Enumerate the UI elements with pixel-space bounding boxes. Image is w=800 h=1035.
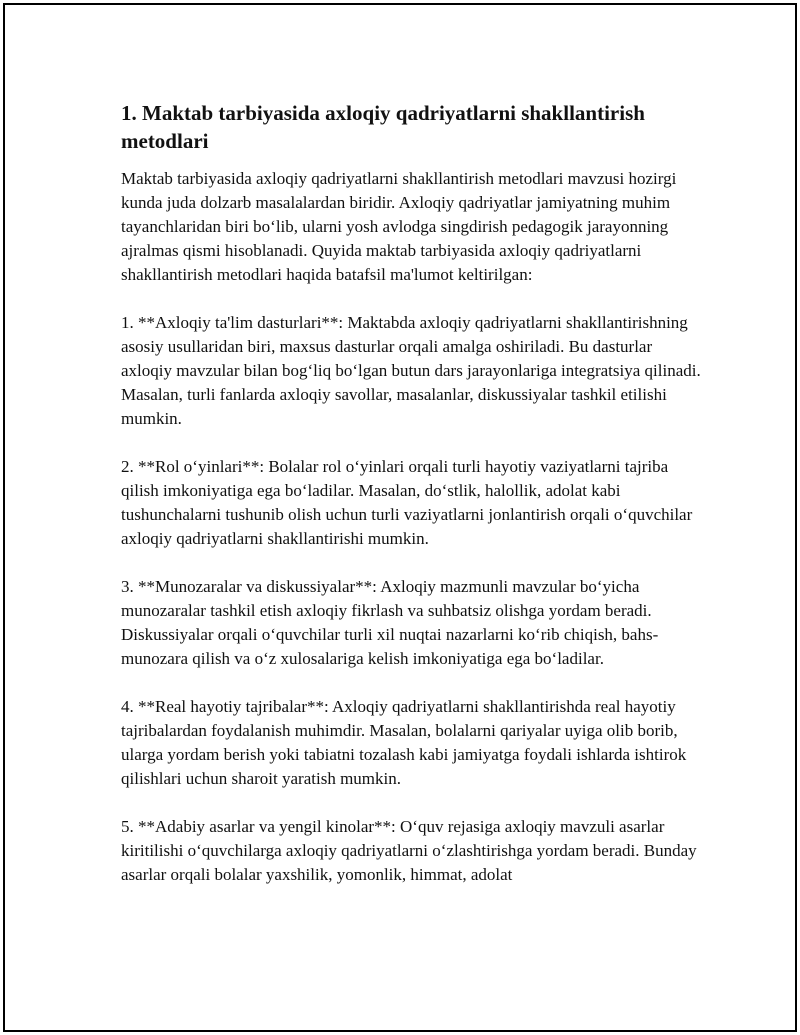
paragraph-role-play: 2. **Rol o‘yinlari**: Bolalar rol o‘yinlari orqali turli hayotiy vaziyatlarni tajriba qilish imkoniyatiga ega bo‘ladilar. Masalan, do‘stlik, halollik, adolat kabi tushunchalarni tushunib olish uchun turli vaziyatlarni jonlantirish orqali o‘quvchilar axloqiy qadriyatlarni shakllantirishi mumkin. — [121, 457, 693, 548]
document-page — [3, 3, 797, 1032]
intro-paragraph: Maktab tarbiyasida axloqiy qadriyatlarni shakllantirish metodlari mavzusi hozirgi kunda juda dolzarb masalalardan biridir. Axloqiy qadriyatlar jamiyatning muhim tayanchlaridan biri bo‘lib, ularni yosh avlodga singdirish pedagogik jarayonning ajralmas qismi hisoblanadi. Quyida maktab tarbiyasida axloqiy qadriyatlarni shakllantirish metodlari haqida batafsil ma'lumot keltirilgan: — [121, 169, 677, 284]
document-heading: 1. Maktab tarbiyasida axloqiy qadriyatlarni shakllantirish metodlari — [121, 101, 645, 153]
paragraph-ethics-programs: 1. **Axloqiy ta'lim dasturlari**: Maktabda axloqiy qadriyatlarni shakllantirishning asosiy usullaridan biri, maxsus dasturlar orqali amalga oshiriladi. Bu dasturlar axloqiy mavzular bilan bog‘liq bo‘lgan butun dars jarayonlariga integratsiya qilinadi. Masalan, turli fanlarda axloqiy savollar, masalanlar, diskussiyalar tashkil etilishi mumkin. — [121, 313, 701, 428]
paragraph-real-life: 4. **Real hayotiy tajribalar**: Axloqiy qadriyatlarni shakllantirishda real hayotiy tajribalardan foydalanish muhimdir. Masalan, bolalarni qariyalar uyiga olib borib, ularga yordam berish yoki tabiatni tozalash kabi jamiyatga foydali ishlarda ishtirok qilishlari uchun sharoit yaratish mumkin. — [121, 697, 687, 788]
document-body — [121, 99, 701, 911]
paragraph-literature: 5. **Adabiy asarlar va yengil kinolar**: O‘quv rejasiga axloqiy mavzuli asarlar kiritilishi o‘quvchilarga axloqiy qadriyatlarni o‘zlashtirishga yordam beradi. Bunday asarlar orqali bolalar yaxshilik, yomonlik, himmat, adolat — [121, 817, 697, 884]
paragraph-discussions: 3. **Munozaralar va diskussiyalar**: Axloqiy mazmunli mavzular bo‘yicha munozaralar tashkil etish axloqiy fikrlash va suhbatsiz olishga yordam beradi. Diskussiyalar orqali o‘quvchilar turli xil nuqtai nazarlarni ko‘rib chiqish, bahs-munozara qilish va o‘z xulosalariga kelish imkoniyatiga ega bo‘ladilar. — [121, 577, 659, 668]
